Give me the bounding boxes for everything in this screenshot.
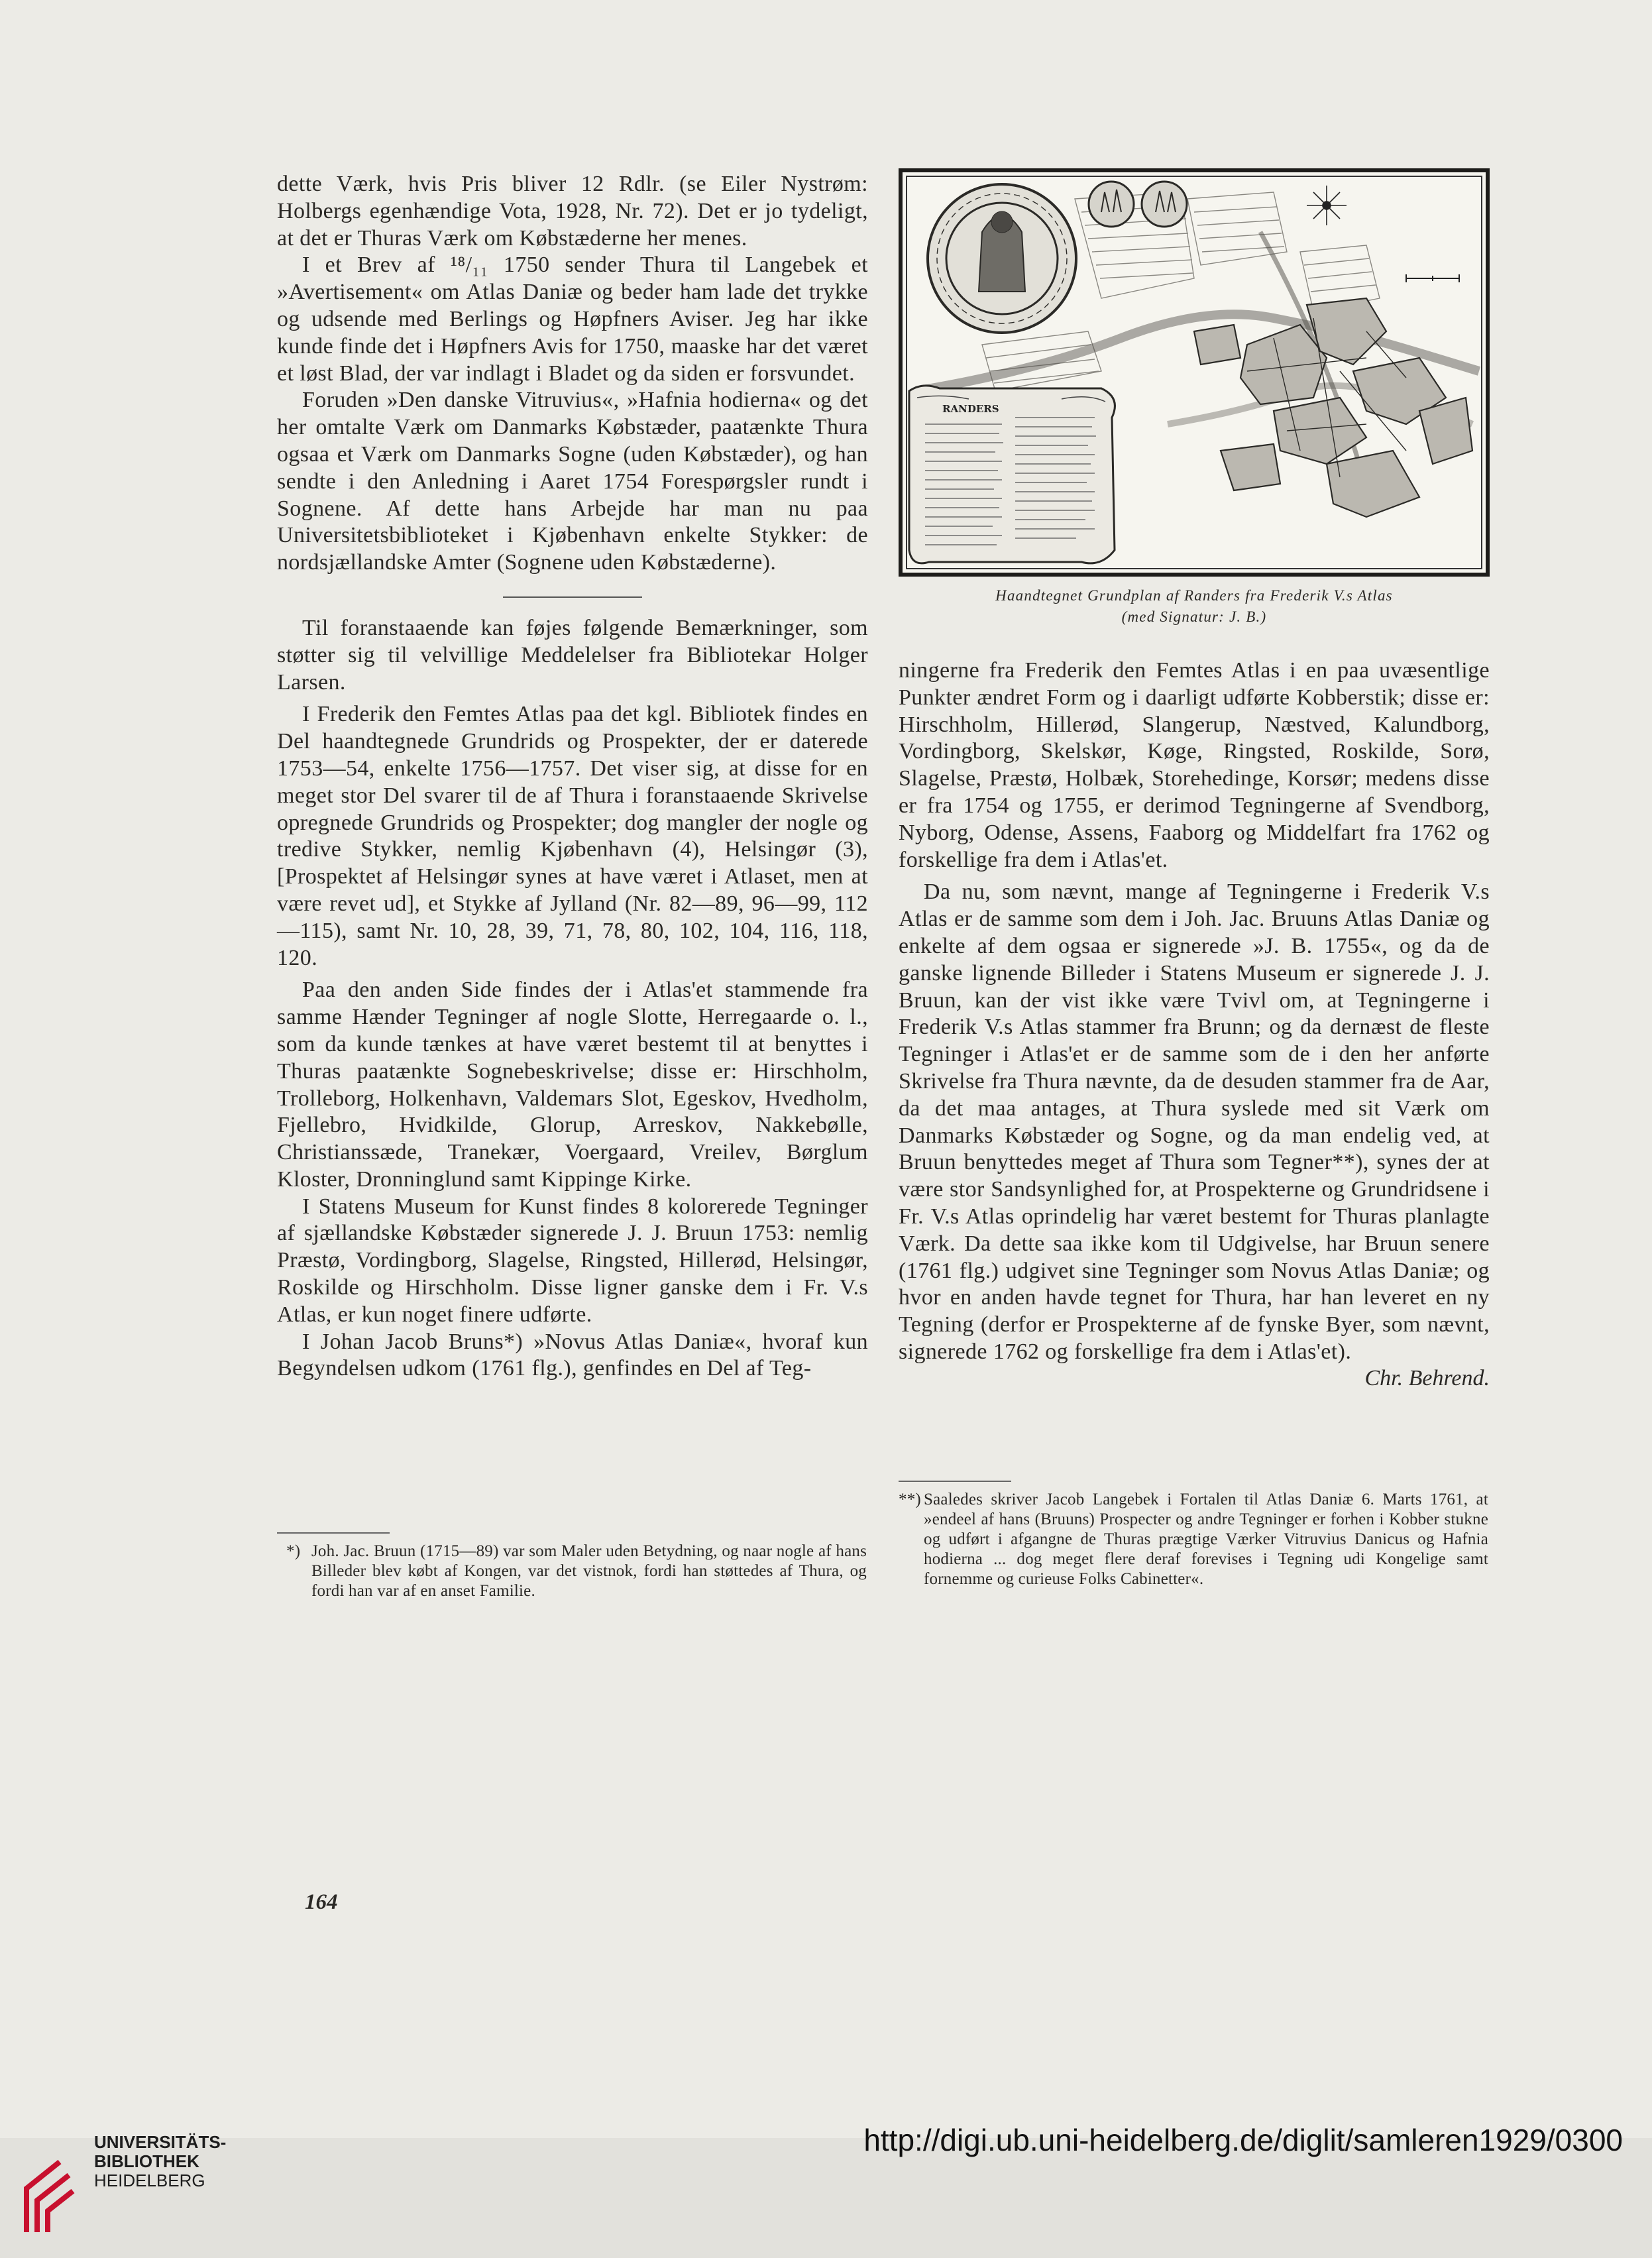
- round-seal: [928, 184, 1076, 333]
- paragraph: dette Værk, hvis Pris bliver 12 Rdlr. (se Eiler Nystrøm: Holbergs egenhændige Vota, 1928, Nr. 72). Det er jo tydeligt, at det er Thuras Værk om Købstæderne her menes.: [277, 172, 868, 251]
- footnote-rule: [277, 1532, 390, 1534]
- scale-bar: [1406, 274, 1459, 282]
- footnote-mark: **): [899, 1491, 921, 1508]
- right-column: [899, 657, 1490, 1395]
- footnote-rule: [899, 1481, 1011, 1482]
- page-number: 164: [305, 1890, 338, 1914]
- paragraph: Paa den anden Side findes der i Atlas'et stammende fra samme Hænder Tegninger af nogle Slotte, Herregaarde o. l., som da kunde tænkes at have været bestemt til at benyttes i Thuras paatænkte Sognebeskrivelse; disse er: Hirschholm, Trolleborg, Holkenhavn, Valdemars Slot, Egeskov, Hvedholm, Fjellebro, Hvidkilde, Glorup, Arreskov, Nakkebølle, Christianssæde, Tranekær, Voergaard, Vreilev, Børglum Kloster, Dronninglund samt Kippinge Kirke.: [277, 978, 868, 1192]
- randers-map-image: [903, 172, 1486, 573]
- logo-line: UNIVERSITÄTS-: [94, 2132, 227, 2152]
- legend-title: RANDERS: [942, 403, 999, 415]
- section-divider: [503, 596, 642, 598]
- footnote: [286, 1542, 867, 1601]
- logo-line: BIBLIOTHEK: [94, 2151, 199, 2171]
- legend-cartouche: [909, 386, 1115, 563]
- author-signature: Chr. Behrend.: [1364, 1365, 1490, 1390]
- paragraph: I Johan Jacob Bruns*) »Novus Atlas Daniæ«, hvoraf kun Begyndelsen udkom (1761 flg.), genfindes en Del af Teg-: [277, 1329, 868, 1381]
- small-seals: [1089, 182, 1187, 227]
- paragraph: ningerne fra Frederik den Femtes Atlas i en paa uvæsentlige Punkter ændret Form og i daarligt udførte Kobberstik; disse er: Hirschholm, Hillerød, Slangerup, Næstved, Kalundborg, Vordingborg, Skelskør, Køge, Ringsted, Roskilde, Sorø, Slagelse, Præstø, Holbæk, Storehedinge, Korsør; medens disse er fra 1754 og 1755, er derimod Tegningerne af Svendborg, Nyborg, Odense, Assens, Faaborg og Middelfart fra 1762 og forskellige fra dem i Atlas'et.: [899, 658, 1490, 872]
- map-figure: [899, 168, 1490, 577]
- footnote-text: Joh. Jac. Bruun (1715—89) var som Maler uden Betydning, og naar nogle af hans Billeder blev købt af Kongen, var det vistnok, fordi han støttedes af Thura, og fordi han var af en anset Familie.: [311, 1542, 867, 1600]
- figure-caption-line2: (med Signatur: J. B.): [1121, 608, 1267, 625]
- paragraph: I Statens Museum for Kunst findes 8 kolorerede Tegninger af sjællandske Købstæder signerede J. J. Bruun 1753: nemlig Præstø, Vordingborg, Slagelse, Ringsted, Hillerød, Helsingør, Roskilde og Hirschholm. Disse ligner ganske dem i Fr. V.s Atlas, er kun noget finere udførte.: [277, 1194, 868, 1327]
- footnote-text: Saaledes skriver Jacob Langebek i Fortalen til Atlas Daniæ 6. Marts 1761, at »endeel af hans (Bruuns) Prospecter og andre Tegninger er forhen i Kobber stukne og udført i afgangne de Thuras prægtige Værker Vitruvius Danicus og Hafnia hodierna ... dog meget flere deraf forevises i Tegning udi Kongelige samt fornemme og curieuse Folks Cabinetter«.: [924, 1491, 1488, 1588]
- library-logo-text[interactable]: [94, 2133, 226, 2190]
- source-url-link[interactable]: http://digi.ub.uni-heidelberg.de/diglit/samleren1929/0300: [863, 2123, 1623, 2157]
- paragraph: I Frederik den Femtes Atlas paa det kgl. Bibliotek findes en Del haandtegnede Grundrids og Prospekter, der er daterede 1753—54, enkelte 1756—1757. Det viser sig, at disse for en meget stor Del svarer til de af Thura i foranstaaende Skrivelse opregnede Grundrids og Prospekter; dog mangler der nogle og tredive Stykker, nemlig Kjøbenhavn (4), Helsingør (3), [Prospektet af Helsingør synes at have været i Atlaset, men at være revet ud], et Stykke af Jylland (Nr. 82—89, 96—99, 112—115), samt Nr. 10, 28, 39, 71, 78, 80, 102, 104, 116, 118, 120.: [277, 702, 868, 970]
- footnote: [899, 1490, 1488, 1589]
- left-column: [277, 171, 868, 1383]
- footnote-mark: *): [286, 1542, 301, 1560]
- paragraph: Foruden »Den danske Vitruvius«, »Hafnia hodierna« og det her omtalte Værk om Danmarks Købstæder, paatænkte Thura ogsaa et Værk om Danmarks Sogne (uden Købstæder), og han sendte i den Anledning i Aaret 1754 Forespørgsler rundt i Sognene. Af dette hans Arbejde har man nu paa Universitetsbiblioteket i Kjøbenhavn enkelte Stykker: de nordsjællandske Amter (Sognene uden Købstæderne).: [277, 388, 868, 575]
- paragraph: Til foranstaaende kan føjes følgende Bemærkninger, som støtter sig til velvillige Meddelelser fra Bibliotekar Holger Larsen.: [277, 615, 868, 695]
- compass-rose: [1307, 186, 1347, 225]
- logo-line: HEIDELBERG: [94, 2171, 205, 2190]
- paragraph: Da nu, som nævnt, mange af Tegningerne i Frederik V.s Atlas er de samme som dem i Joh. Jac. Bruuns Atlas Daniæ og enkelte af dem ogsaa er signerede »J. B. 1755«, og da de ganske lignende Billeder i Statens Museum er signerede J. J. Bruun, kan der vist ikke være Tvivl om, at Tegningerne i Frederik V.s Atlas stammer fra Brunn; og da dernæst de fleste Tegninger i Atlas'et er de samme som de i den her anførte Skrivelse fra Thura nævnte, da de desuden stammer fra de Aar, da det maa antages, at Thura syslede med sit Værk om Danmarks Købstæder og Sogne, og da man endelig ved, at Bruun benyttedes meget af Thura som Tegner**), synes der at være stor Sandsynlighed for, at Prospekterne og Grundridsene i Fr. V.s Atlas oprindelig har været bestemt for Thuras planlagte Værk. Da dette saa ikke kom til Udgivelse, har Bruun senere (1761 flg.) udgivet sine Tegninger som Novus Atlas Daniæ; og hvor en anden havde tegnet for Thura, har han leveret en ny Tegning (derfor er Prospekterne af de fynske Byer, som nævnt, signerede 1762 og forskellige fra dem i Atlas'et).: [899, 879, 1490, 1364]
- library-logo-icon[interactable]: [16, 2155, 76, 2239]
- figure-caption-line1: Haandtegnet Grundplan af Randers fra Frederik V.s Atlas: [995, 587, 1393, 604]
- signature-line: [899, 1366, 1490, 1395]
- paragraph: I et Brev af ¹⁸/₁₁ 1750 sender Thura til Langebek et »Avertisement« om Atlas Daniæ og beder ham lade det trykke og udsende med Berlings og Høpfners Aviser. Jeg har ikke kunde finde det i Høpfners Avis for 1750, maaske har det været et løst Blad, der var indlagt i Bladet og da siden er forsvundet.: [277, 253, 868, 386]
